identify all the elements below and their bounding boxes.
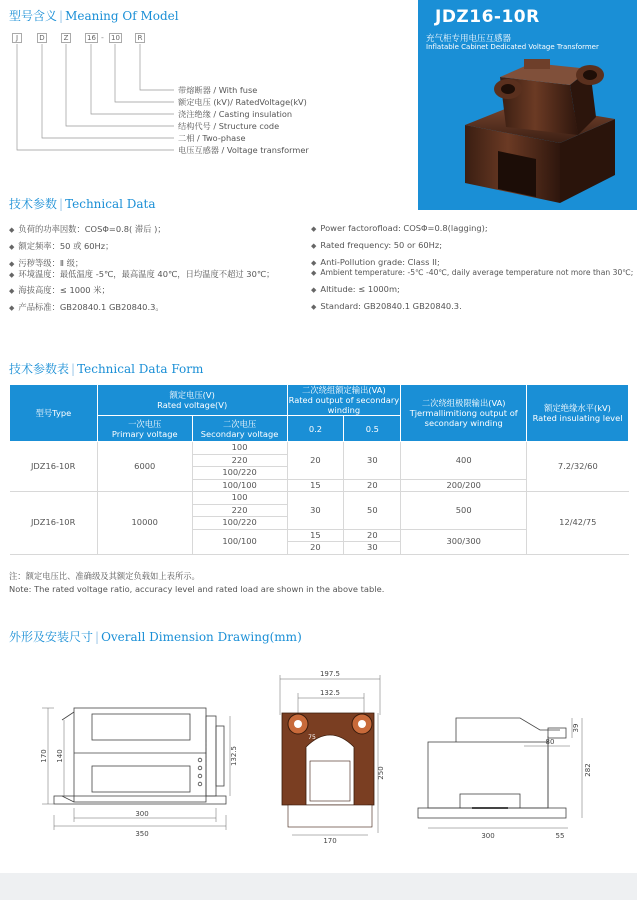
- drawing-title: 外形及安装尺寸 | Overall Dimension Drawing(mm): [9, 630, 302, 644]
- code-r: R: [135, 33, 145, 43]
- drawing-title-cn: 外形及安装尺寸: [9, 630, 94, 644]
- header-secondary: 二次电压 Secondary voltage: [192, 416, 287, 442]
- dim-front-300: 300: [135, 810, 149, 818]
- form-title-cn: 技术参数表: [9, 362, 70, 376]
- tech-left-item: ◆ 环境温度：最低温度 -5℃，最高温度 40℃，日均温度不超过 30℃；: [9, 269, 275, 279]
- code-dash: -: [101, 33, 104, 42]
- meaning-voltage-transformer: 电压互感器 / Voltage transformer: [178, 145, 309, 155]
- product-title: JDZ16-10R: [435, 7, 540, 27]
- code-z: Z: [61, 33, 71, 43]
- dim-side-132: 132.5: [319, 689, 341, 697]
- code-d: D: [37, 33, 47, 43]
- side-view-drawing: [270, 665, 390, 855]
- meaning-casting-insulation: 浇注绝缘 / Casting insulation: [178, 109, 293, 119]
- front-view-drawing: [30, 690, 270, 850]
- product-photo: [440, 55, 630, 205]
- dim-front-140: 140: [56, 749, 64, 763]
- tech-right-item: ◆ Rated frequency: 50 or 60Hz;: [311, 240, 443, 250]
- dim-right-282: 282: [584, 763, 592, 777]
- dim-side-197: 197.5: [319, 670, 341, 678]
- header-primary: 一次电压 Primary voltage: [97, 416, 192, 442]
- tech-right-item: ◆ Ambient temperature: -5℃ -40℃, daily average temperature not more than 30℃;: [311, 268, 634, 277]
- form-title-en: Technical Data Form: [77, 362, 204, 376]
- code-16: 16: [85, 33, 98, 43]
- right-view-drawing: [400, 690, 610, 850]
- tech-title-en: Technical Data: [65, 197, 156, 211]
- dim-side-250: 250: [377, 766, 385, 780]
- table-row: 220: [10, 504, 629, 517]
- meaning-with-fuse: 带熔断器 / With fuse: [178, 85, 258, 95]
- dim-side-75: 75: [308, 734, 316, 741]
- table-row: 100/100 15 20 300/300: [10, 529, 629, 542]
- code-j: J: [12, 33, 22, 43]
- tech-right-item: ◆ Power factorofload: COSΦ=0.8(lagging);: [311, 223, 488, 233]
- meaning-rated-voltage: 额定电压 (kV)/ RatedVoltage(kV): [178, 97, 307, 107]
- product-subtitle-en: Inflatable Cabinet Dedicated Voltage Transformer: [426, 43, 599, 51]
- tech-right-item: ◆ Anti-Pollution grade: Class II;: [311, 257, 440, 267]
- table-row: 20 30: [10, 542, 629, 555]
- meaning-title-en: Meaning Of Model: [65, 9, 179, 23]
- dim-right-80: 80: [545, 738, 555, 746]
- form-title: 技术参数表 | Technical Data Form: [9, 362, 204, 376]
- table-row: 100/100 15 20 200/200: [10, 479, 629, 492]
- dim-front-350: 350: [135, 830, 149, 838]
- tech-left-item: ◆ 额定频率：50 或 60Hz；: [9, 241, 114, 251]
- meaning-structure-code: 结构代号 / Structure code: [178, 121, 280, 131]
- product-subtitle-cn: 充气柜专用电压互感器: [426, 34, 512, 44]
- header-rated-voltage: 额定电压(V) Rated voltage(V): [97, 385, 287, 416]
- header-type: 型号Type: [10, 385, 98, 442]
- table-row: 100/220: [10, 467, 629, 480]
- dim-front-132: 132.5: [230, 745, 238, 767]
- header-rated-output: 二次绕组额定输出(VA) Rated output of secondary winding: [288, 385, 400, 415]
- table-row: 100/220: [10, 517, 629, 530]
- tech-right-item: ◆ Altitude: ≤ 1000m;: [311, 284, 400, 294]
- dim-right-55: 55: [555, 832, 565, 840]
- footer-band: [0, 873, 637, 900]
- header-insulating: 额定绝缘水平(kV) Rated insulating level: [527, 385, 629, 442]
- table-row: 220: [10, 454, 629, 467]
- code-10: 10: [109, 33, 122, 43]
- note-cn: 注：额定电压比、准确级及其额定负载如上表所示。: [9, 571, 200, 581]
- header-out-05: 0.5: [344, 416, 401, 442]
- table-row: JDZ16-10R 10000 100 30 50 500 12/42/75: [10, 492, 629, 505]
- dim-right-39: 39: [572, 723, 580, 733]
- tech-right-item: ◆ Standard: GB20840.1 GB20840.3.: [311, 301, 462, 311]
- note-en: Note: The rated voltage ratio, accuracy level and rated load are shown in the above table.: [9, 584, 385, 594]
- tech-left-item: ◆ 负荷的功率因数：COSΦ=0.8( 滞后 )；: [9, 224, 166, 234]
- tech-title: 技术参数 | Technical Data: [9, 197, 156, 211]
- header-limit-output: 二次绕组极限输出(VA) Tjermallimitiong output of secondary winding: [401, 385, 527, 442]
- tech-left-item: ◆ 海拔高度：≤ 1000 米；: [9, 285, 110, 295]
- dim-front-170: 170: [40, 749, 48, 763]
- tech-left-item: ◆ 污秽等级：Ⅱ 级；: [9, 258, 84, 268]
- meaning-two-phase: 二相 / Two-phase: [178, 133, 246, 143]
- dim-side-170: 170: [323, 837, 337, 845]
- header-out-02: 0.2: [287, 416, 344, 442]
- meaning-title: 型号含义 | Meaning Of Model: [9, 9, 179, 23]
- spec-table: [9, 384, 629, 555]
- meaning-title-cn: 型号含义: [9, 9, 58, 23]
- drawing-title-en: Overall Dimension Drawing(mm): [101, 630, 302, 644]
- dim-right-300: 300: [481, 832, 495, 840]
- table-row: JDZ16-10R 6000 100 20 30 400 7.2/32/60: [10, 442, 629, 455]
- tech-title-cn: 技术参数: [9, 197, 58, 211]
- tech-left-item: ◆ 产品标准：GB20840.1 GB20840.3。: [9, 302, 164, 312]
